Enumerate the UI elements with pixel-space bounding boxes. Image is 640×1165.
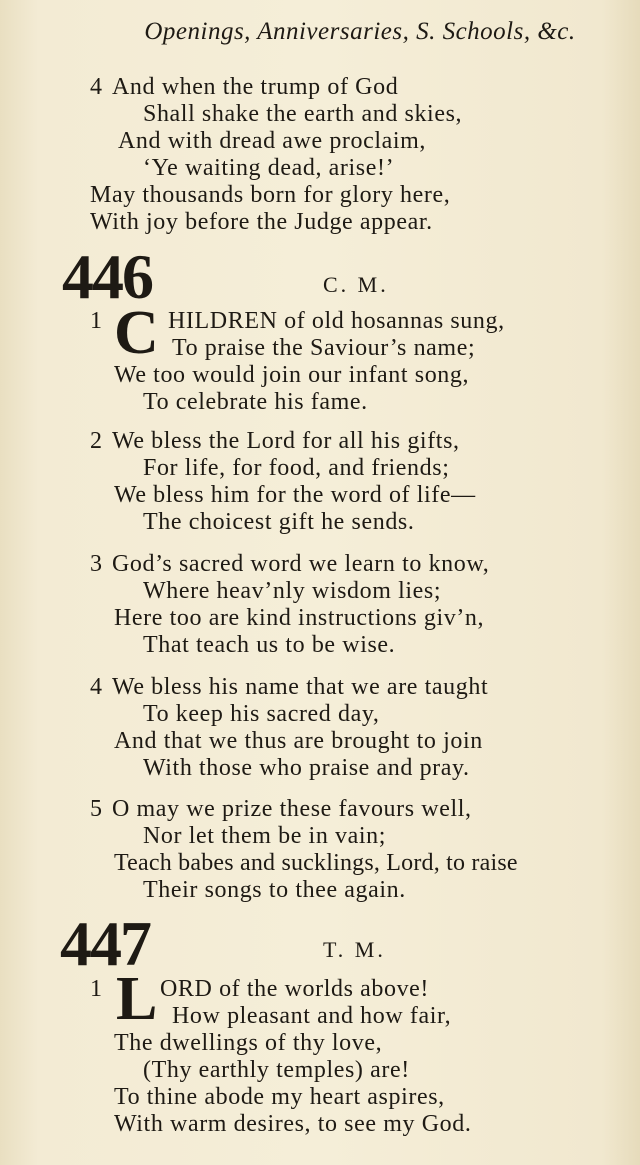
stanza-line: Here too are kind instructions giv’n, [114, 605, 485, 631]
stanza-line: Their songs to thee again. [143, 877, 406, 903]
stanza-line: May thousands born for glory here, [90, 182, 451, 208]
stanza-line: Shall shake the earth and skies, [143, 101, 463, 127]
stanza-line: Teach babes and sucklings, Lord, to raise [114, 850, 518, 876]
stanza-line: Nor let them be in vain; [143, 823, 387, 849]
drop-cap: C [114, 299, 159, 367]
stanza-line: And with dread awe proclaim, [118, 128, 427, 154]
hymn-number: 447 [60, 908, 150, 979]
stanza-line: The dwellings of thy love, [114, 1030, 383, 1056]
stanza-line: To keep his sacred day, [143, 701, 380, 727]
stanza-line: 4 And when the trump of God [90, 74, 399, 100]
running-head: Openings, Anniversaries, S. Schools, &c. [144, 18, 576, 45]
stanza-line: 4 We bless his name that we are taught [90, 674, 489, 700]
verse-number: 3 [90, 551, 103, 577]
stanza-line: With joy before the Judge appear. [90, 209, 433, 235]
verse-number: 5 [90, 796, 103, 822]
hymn-meter: C. M. [323, 272, 389, 297]
stanza-line: With warm desires, to see my God. [114, 1111, 472, 1137]
stanza-line: To celebrate his fame. [143, 389, 368, 415]
verse-number: 1 [90, 976, 103, 1002]
stanza-line: The choicest gift he sends. [143, 509, 415, 535]
stanza-line: With those who praise and pray. [143, 755, 470, 781]
stanza-line: For life, for food, and friends; [143, 455, 450, 481]
hymn-number: 446 [62, 241, 152, 312]
stanza-line: We bless him for the word of life— [114, 482, 476, 508]
stanza-line: ‘Ye waiting dead, arise!’ [143, 155, 395, 181]
stanza-line: To praise the Saviour’s name; [172, 335, 476, 361]
stanza-line: We too would join our infant song, [114, 362, 470, 388]
drop-cap: L [116, 965, 158, 1033]
hymn-meter: T. M. [323, 937, 386, 962]
stanza-line: (Thy earthly temples) are! [143, 1057, 410, 1083]
stanza-line: To thine abode my heart aspires, [114, 1084, 445, 1110]
stanza-line: 5 O may we prize these favours well, [90, 796, 472, 822]
stanza-line: Where heav’nly wisdom lies; [143, 578, 442, 604]
verse-number: 4 [90, 674, 103, 700]
verse-number: 2 [90, 428, 103, 454]
stanza-line: How pleasant and how fair, [172, 1003, 452, 1029]
stanza-line: ORD of the worlds above! [160, 976, 430, 1002]
stanza-line: 3 God’s sacred word we learn to know, [90, 551, 490, 577]
verse-number: 1 [90, 308, 103, 334]
stanza-line: 2 We bless the Lord for all his gifts, [90, 428, 460, 454]
stanza-line: And that we thus are brought to join [114, 728, 483, 754]
stanza-line: HILDREN of old hosannas sung, [168, 308, 505, 334]
verse-number: 4 [90, 74, 103, 100]
stanza-line: That teach us to be wise. [143, 632, 396, 658]
